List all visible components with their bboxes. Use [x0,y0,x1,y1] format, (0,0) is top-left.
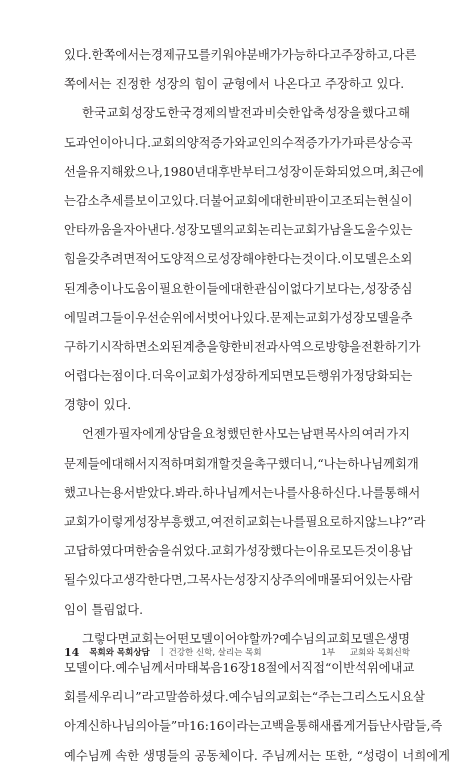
text-line: 언젠가 필자에게 상담을 요청했던 한 사모는 남편 목사의 여러 가지 [82,427,410,442]
text-line: 된 계층이나 도움이 필요한 이들에 대한 관심이 없다기보다는, 성장 중심 [64,281,413,296]
text-line: 에 밀려 그들이 우선순위에서 벗어나 있다. 문제는 교회가 성장 모델을 추 [64,310,413,325]
book-subtitle: 건강한 신학, 살리는 목회 [168,648,262,658]
page-footer [64,644,410,660]
text-line: 그렇다면 교회는 어떤 모델이어야 할까? 예수님의 교회 모델은 생명 [82,631,410,646]
text-line: 경향이 있다. [64,398,132,413]
book-title: 목회와 목회상담 [89,648,150,658]
text-line: 도 과언이 아니다. 교회의 양적 증가와 교인의 수적 증가가 가파른 상승 곡 [64,135,413,150]
text-line: 될 수 있다고 생각한다면, 그 목사는 성장지상주의에 매몰되어 있는 사람 [64,573,413,588]
text-line: 했고 나는 용서받았다. 봐라. 하나님께서는 나를 사용하신다. 나를 통해서 [64,485,421,500]
part-label: 1부 [321,648,336,658]
paragraph [64,41,417,99]
body-text [64,41,450,771]
text-line: 교회가 이렇게 성장부흥했고, 여전히 교회는 나를 필요로 하지 않느냐?”라 [64,515,426,529]
footer-separator: | [160,647,164,657]
chapter-title: 교회와 목회신학 [349,648,410,658]
text-line: 어렵다는 점이다. 더욱이 교회가 성장하게 되면 모든 행위가 정당화되는 [64,369,413,384]
text-line: 문제들에 대해서 지적하며 회개할 것을 촉구했더니, “나는 하나님께 회개 [64,456,419,471]
page-number: 14 [64,645,80,659]
text-line: 힘을 갖추려면 적어도 양적으로 성장해야 한다는 것이다. 이 모델은 소외 [64,252,413,267]
paragraph [64,420,426,624]
text-line: 고 답하였다며 한숨을 쉬었다. 교회가 성장했다는 이유로 모든 것이 용납 [64,544,413,559]
text-line: 구하기 시작하면 소외된 계층을 향한 비전과 사역으로 방향을 전환하기가 [64,339,421,354]
text-line: 아계신 하나님의 아들”마 16:16이라는 고백을 통해 새롭게 거듭난 사람들, 즉 [64,719,443,734]
text-line: 모델이다. 예수님께서 마태복음 16장 18절에서 직접 “이 반석 위에 내 교 [64,660,415,675]
running-header-right [321,646,410,658]
text-line: 한국 교회 성장도 한국 경제의 발전과 비슷한 압축 성장을 했다고 해 [82,106,410,121]
paragraph [64,99,424,420]
text-line: 예수님께 속한 생명들의 공동체이다. 주님께서는 또한, “성령이 너희에게 [64,748,450,763]
text-line: 안타까움을 자아낸다. 성장 모델의 교회 논리는 교회가 남을 도울 수 있는 [64,223,413,238]
text-line: 있다. 한쪽에서는 경제 규모를 키워야 분배가 가능하다고 주장하고, 다른 [64,48,417,62]
text-line: 쪽에서는 진정한 성장의 힘이 균형에서 나온다고 주장하고 있다. [64,77,405,92]
text-line: 회를 세우리니”라고 말씀하셨다. 예수님의 교회는 “주는 그리스도시요 살 [64,690,426,705]
text-line: 선을 유지해 왔으나, 1980년대 후반부터 그 성장이 둔화되었으며, 최근에 [64,164,424,179]
text-line: 임이 틀림없다. [64,602,144,617]
text-line: 는 감소 추세를 보이고 있다. 더불어 교회에 대한 비판이 고조되는 현실이 [64,193,413,208]
